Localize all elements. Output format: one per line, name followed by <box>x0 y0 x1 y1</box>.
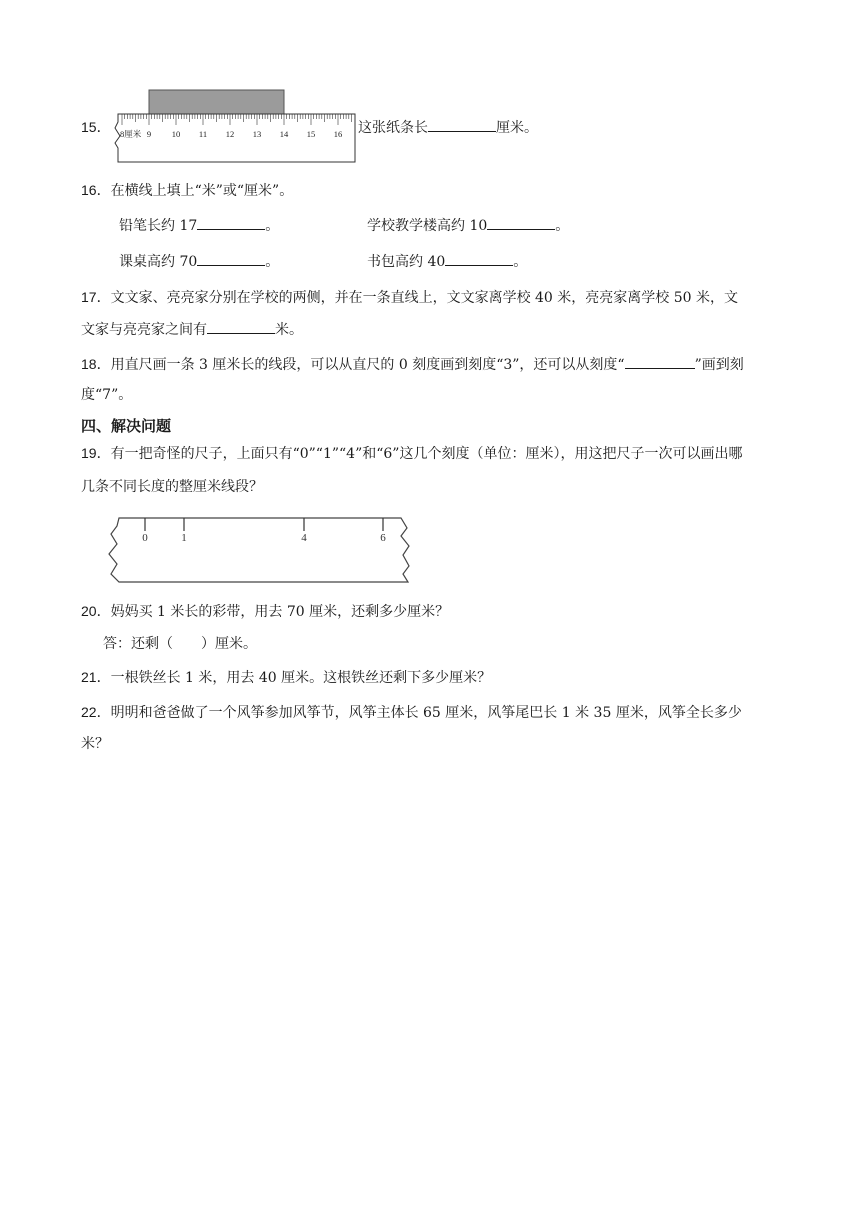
answer-blank[interactable] <box>445 251 513 266</box>
question-17-line1 <box>81 287 738 308</box>
question-number: 16． <box>81 182 111 198</box>
question-text: 几条不同长度的整厘米线段？ <box>81 479 263 495</box>
q16-item-schoolbag <box>367 251 527 272</box>
ruler-label: 11 <box>198 129 208 139</box>
answer-blank[interactable] <box>487 215 555 230</box>
question-20 <box>81 601 449 622</box>
question-text: 用直尺画一条 3 厘米长的线段，可以从直尺的 0 刻度画到刻度“3”，还可以从刻度“ <box>110 357 625 373</box>
question-20-answer <box>103 634 257 654</box>
question-text: 厘米。 <box>496 120 538 136</box>
question-number: 18． <box>81 356 111 372</box>
strange-ruler-body <box>109 518 409 582</box>
ruler-label: 12 <box>225 129 235 139</box>
ruler-label: 10 <box>171 129 181 139</box>
item-text: 。 <box>265 254 280 270</box>
answer-blank[interactable] <box>428 117 496 132</box>
question-15-text <box>358 117 538 138</box>
item-text: 书包高约 40 <box>367 254 446 270</box>
question-text: 度“7”。 <box>81 387 133 403</box>
ruler-label-start: 8厘米 <box>120 129 142 139</box>
question-19-line1 <box>81 443 742 464</box>
question-number: 15． <box>81 119 111 135</box>
tick-label: 6 <box>380 532 386 544</box>
ruler-label: 13 <box>252 129 262 139</box>
paper-strip <box>149 90 284 115</box>
answer-blank[interactable] <box>197 215 265 230</box>
ruler-label: 16 <box>333 129 343 139</box>
question-15-number <box>81 117 111 138</box>
question-text: 妈妈买 1 米长的彩带，用去 70 厘米，还剩多少厘米？ <box>110 604 450 620</box>
question-text: ”画到刻 <box>694 357 744 373</box>
q16-item-building <box>367 215 569 236</box>
q16-item-desk <box>119 251 279 272</box>
answer-blank[interactable] <box>197 251 265 266</box>
item-text: 。 <box>555 218 570 234</box>
question-21 <box>81 667 491 688</box>
question-18-line1 <box>81 354 744 375</box>
q16-item-pencil <box>119 215 279 236</box>
question-text: 文文家、亮亮家分别在学校的两侧，并在一条直线上，文文家离学校 40 米，亮亮家离学校 50 米，文 <box>110 290 739 306</box>
question-16 <box>81 180 293 201</box>
item-text: 学校教学楼高约 10 <box>367 218 488 234</box>
question-22-line1 <box>81 702 742 723</box>
question-text: 米。 <box>275 322 303 338</box>
answer-blank[interactable] <box>625 354 695 369</box>
question-number: 19． <box>81 445 111 461</box>
question-22-line2 <box>81 734 109 754</box>
ruler-label: 15 <box>306 129 316 139</box>
question-18-line2 <box>81 385 132 405</box>
question-number: 20． <box>81 603 111 619</box>
item-text: 。 <box>513 254 528 270</box>
question-17-line2 <box>81 319 303 340</box>
question-text: 明明和爸爸做了一个风筝参加风筝节，风筝主体长 65 厘米，风筝尾巴长 1 米 35 厘米，风筝全长多少 <box>110 705 742 721</box>
answer-text: 答：还剩（ ）厘米。 <box>103 636 257 652</box>
ruler-with-paper-strip <box>112 88 358 166</box>
ruler-label: 9 <box>146 129 152 139</box>
question-19-line2 <box>81 477 263 497</box>
question-text: 有一把奇怪的尺子，上面只有“0”“1”“4”和“6”这几个刻度（单位：厘米），用这把尺子一次可以画出哪 <box>110 446 743 462</box>
item-text: 课桌高约 70 <box>119 254 198 270</box>
section-heading: 四、解决问题 <box>81 417 172 435</box>
tick-label: 4 <box>301 532 307 544</box>
ruler-label: 14 <box>279 129 289 139</box>
item-text: 铅笔长约 17 <box>119 218 198 234</box>
question-text: 这张纸条长 <box>358 120 428 136</box>
answer-blank[interactable] <box>207 319 275 334</box>
tick-label: 0 <box>142 532 148 544</box>
question-number: 21． <box>81 669 111 685</box>
question-number: 22． <box>81 704 111 720</box>
question-text: 在横线上填上“米”或“厘米”。 <box>110 183 294 199</box>
question-text: 一根铁丝长 1 米，用去 40 厘米。这根铁丝还剩下多少厘米？ <box>110 670 492 686</box>
tick-label: 1 <box>181 532 187 544</box>
strange-ruler <box>103 512 421 586</box>
question-number: 17． <box>81 289 111 305</box>
question-text: 文家与亮亮家之间有 <box>81 322 207 338</box>
question-text: 米？ <box>81 736 109 752</box>
item-text: 。 <box>265 218 280 234</box>
